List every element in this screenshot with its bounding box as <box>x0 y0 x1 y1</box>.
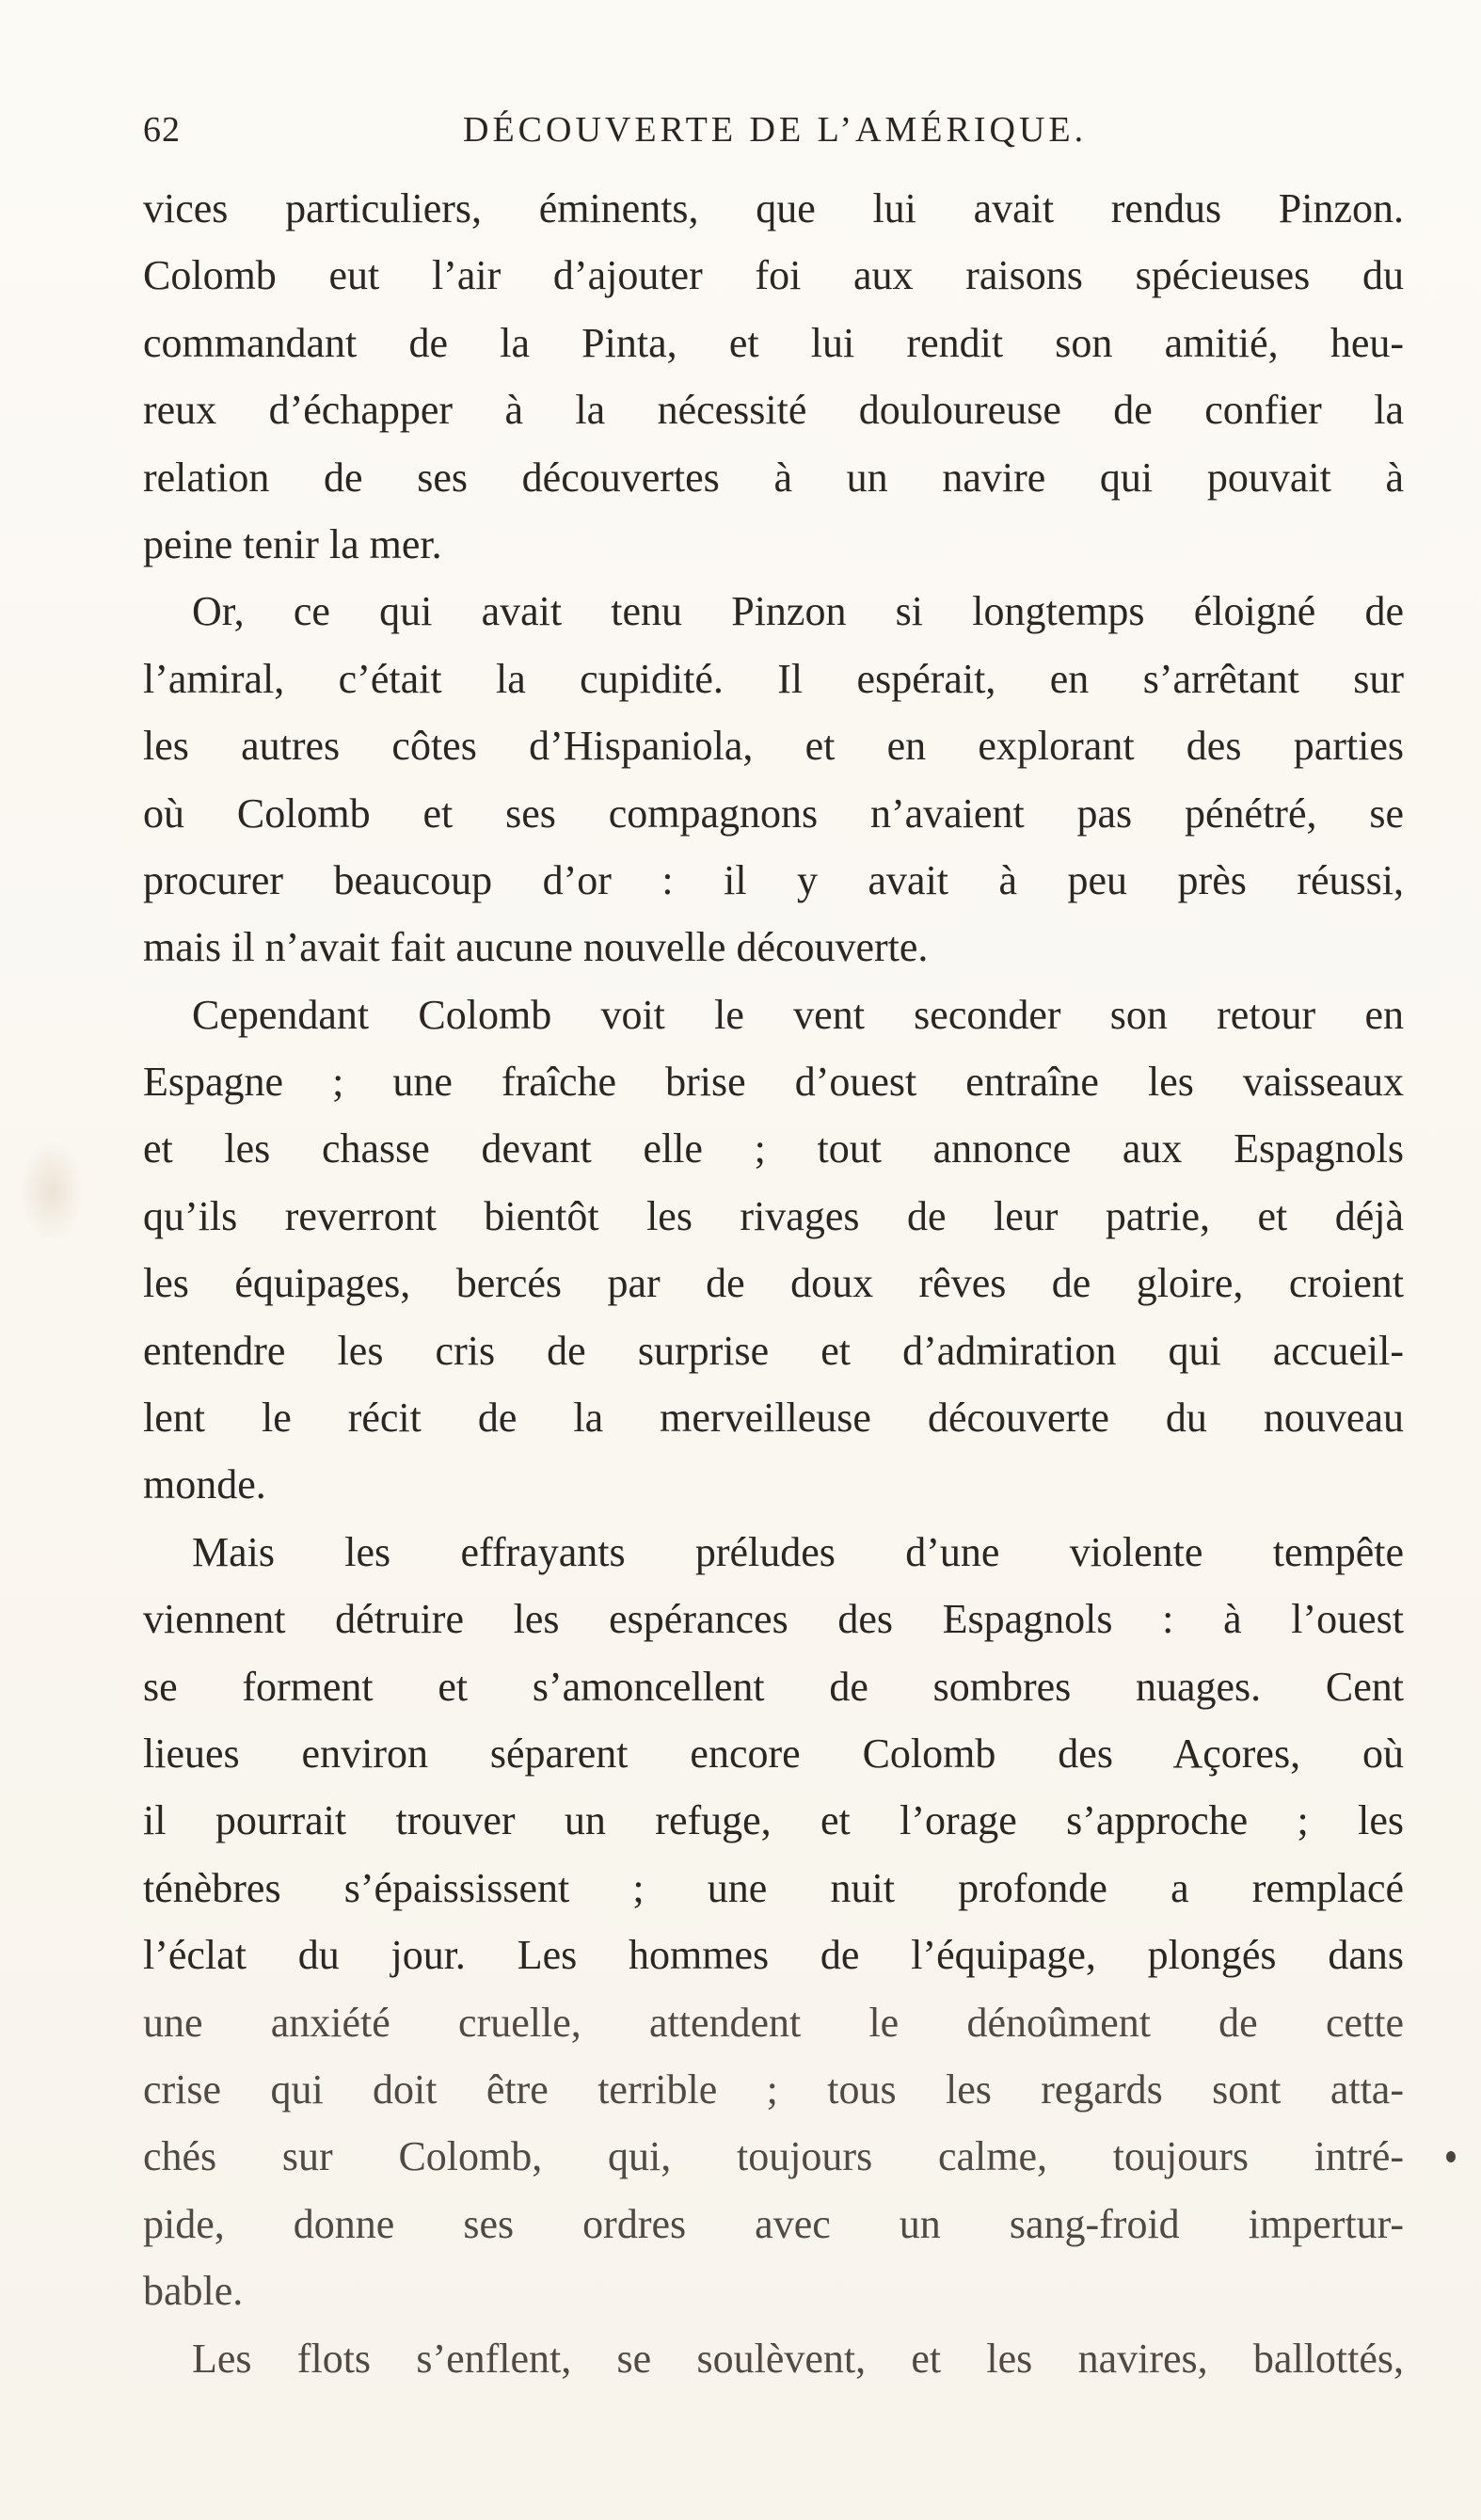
text-line: qu’ils reverront bientôt les rivages de leur patrie, et déjà <box>143 1192 1404 1239</box>
text-line: mais il n’avait fait aucune nouvelle découverte. <box>143 924 929 971</box>
text-line: peine tenir la mer. <box>143 520 442 567</box>
text-line: une anxiété cruelle, attendent le dénoûment de cette <box>143 1999 1404 2046</box>
text-line: les équipages, bercés par de doux rêves de gloire, croient <box>143 1260 1404 1307</box>
text-line: procurer beaucoup d’or : il y avait à peu près réussi, <box>143 856 1404 903</box>
text-line: où Colomb et ses compagnons n’avaient pas pénétré, se <box>143 789 1404 837</box>
text-line: lieues environ séparent encore Colomb des Açores, où <box>143 1730 1404 1777</box>
text-line: pide, donne ses ordres avec un sang-froid impertur- <box>143 2200 1404 2247</box>
text-line: commandant de la Pinta, et lui rendit son amitié, heu- <box>143 319 1404 366</box>
text-line: Colomb eut l’air d’ajouter foi aux raisons spécieuses du <box>143 252 1404 299</box>
text-line: vices particuliers, éminents, que lui avait rendus Pinzon. <box>143 185 1404 231</box>
paper-stain <box>19 1139 85 1242</box>
text-line: bable. <box>143 2268 244 2315</box>
text-line: entendre les cris de surprise et d’admiration qui accueil- <box>143 1327 1404 1374</box>
text-line: l’amiral, c’était la cupidité. Il espérait, en s’arrêtant sur <box>143 655 1404 702</box>
text-line: Espagne ; une fraîche brise d’ouest entraîne les vaisseaux <box>143 1059 1404 1106</box>
running-title: DÉCOUVERTE DE L’AMÉRIQUE. <box>463 110 1088 150</box>
text-line: viennent détruire les espérances des Espagnols : à l’ouest <box>143 1596 1404 1643</box>
text-line: crise qui doit être terrible ; tous les regards sont atta- <box>143 2065 1404 2113</box>
paragraph-start: Cependant Colomb voit le vent seconder son retour en <box>192 991 1404 1038</box>
text-line: il pourrait trouver un refuge, et l’orage s’approche ; les <box>143 1797 1404 1844</box>
page-number: 62 <box>143 110 181 150</box>
text-line: monde. <box>143 1461 266 1508</box>
paragraph-start: Mais les effrayants préludes d’une violente tempête <box>192 1528 1404 1575</box>
text-line: lent le récit de la merveilleuse découverte du nouveau <box>143 1395 1404 1442</box>
page-header <box>143 102 1404 158</box>
text-line: et les chasse devant elle ; tout annonce aux Espagnols <box>143 1125 1404 1172</box>
text-line: les autres côtes d’Hispaniola, et en explorant des parties <box>143 723 1404 770</box>
paragraph-start: Les flots s’enflent, se soulèvent, et les navires, ballottés, <box>192 2335 1404 2382</box>
paragraph-start: Or, ce qui avait tenu Pinzon si longtemps éloigné de <box>192 588 1404 635</box>
text-line: l’éclat du jour. Les hommes de l’équipage, plongés dans <box>143 1932 1404 1979</box>
text-line: se forment et s’amoncellent de sombres nuages. Cent <box>143 1663 1404 1710</box>
text-line: chés sur Colomb, qui, toujours calme, toujours intré- <box>143 2133 1404 2180</box>
body-text <box>143 175 1404 2392</box>
text-line: ténèbres s’épaississent ; une nuit profonde a remplacé <box>143 1864 1404 1911</box>
margin-mark <box>1446 2151 1456 2162</box>
text-line: reux d’échapper à la nécessité douloureuse de confier la <box>143 387 1404 434</box>
text-line: relation de ses découvertes à un navire qui pouvait à <box>143 454 1404 501</box>
